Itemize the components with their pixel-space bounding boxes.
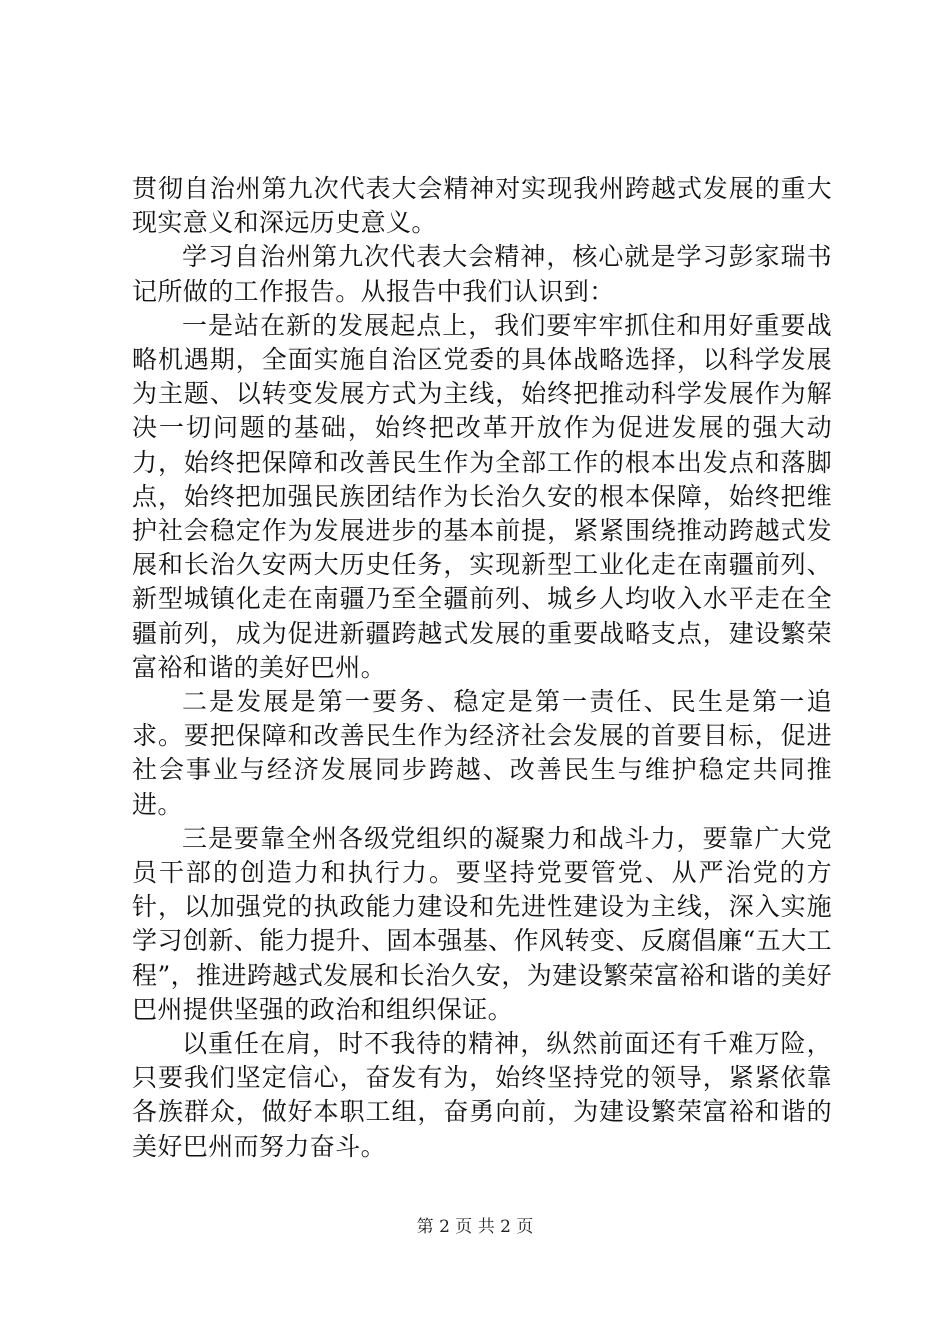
- paragraph-continuation: 贯彻自治州第九次代表大会精神对实现我州跨越式发展的重大现实意义和深远历史意义。: [132, 174, 832, 238]
- paragraph-intro: 学习自治州第九次代表大会精神，核心就是学习彭家瑞书记所做的工作报告。从报告中我们认识到：: [132, 242, 832, 306]
- document-body: [132, 172, 832, 1164]
- paragraph-point-two: 二是发展是第一要务、稳定是第一责任、民生是第一追求。要把保障和改善民生作为经济社会发展的首要目标，促进社会事业与经济发展同步跨越、改善民生与维护稳定共同推进。: [132, 687, 832, 819]
- page-number-footer: 第 2 页 共 2 页: [416, 1217, 534, 1237]
- paragraph-point-three: 三是要靠全州各级党组织的凝聚力和战斗力，要靠广大党员干部的创造力和执行力。要坚持党要管党、从严治党的方针，以加强党的执政能力建设和先进性建设为主线，深入实施学习创新、能力提升、固本强基、作风转变、反腐倡廉“五大工程”，推进跨越式发展和长治久安，为建设繁荣富裕和谐的美好巴州提供坚强的政治和组织保证。: [132, 823, 832, 1024]
- paragraph-conclusion: 以重任在肩，时不我待的精神，纵然前面还有千难万险，只要我们坚定信心，奋发有为，始终坚持党的领导，紧紧依靠各族群众，做好本职工组，奋勇向前，为建设繁荣富裕和谐的美好巴州而努力奋斗。: [132, 1029, 832, 1161]
- paragraph-point-one: 一是站在新的发展起点上，我们要牢牢抓住和用好重要战略机遇期，全面实施自治区党委的具体战略选择，以科学发展为主题、以转变发展方式为主线，始终把推动科学发展作为解决一切问题的基础，始终把改革开放作为促进发展的强大动力，始终把保障和改善民生作为全部工作的根本出发点和落脚点，始终把加强民族团结作为长治久安的根本保障，始终把维护社会稳定作为发展进步的基本前提，紧紧围绕推动跨越式发展和长治久安两大历史任务，实现新型工业化走在南疆前列、新型城镇化走在南疆乃至全疆前列、城乡人均收入水平走在全疆前列，成为促进新疆跨越式发展的重要战略支点，建设繁荣富裕和谐的美好巴州。: [132, 310, 832, 682]
